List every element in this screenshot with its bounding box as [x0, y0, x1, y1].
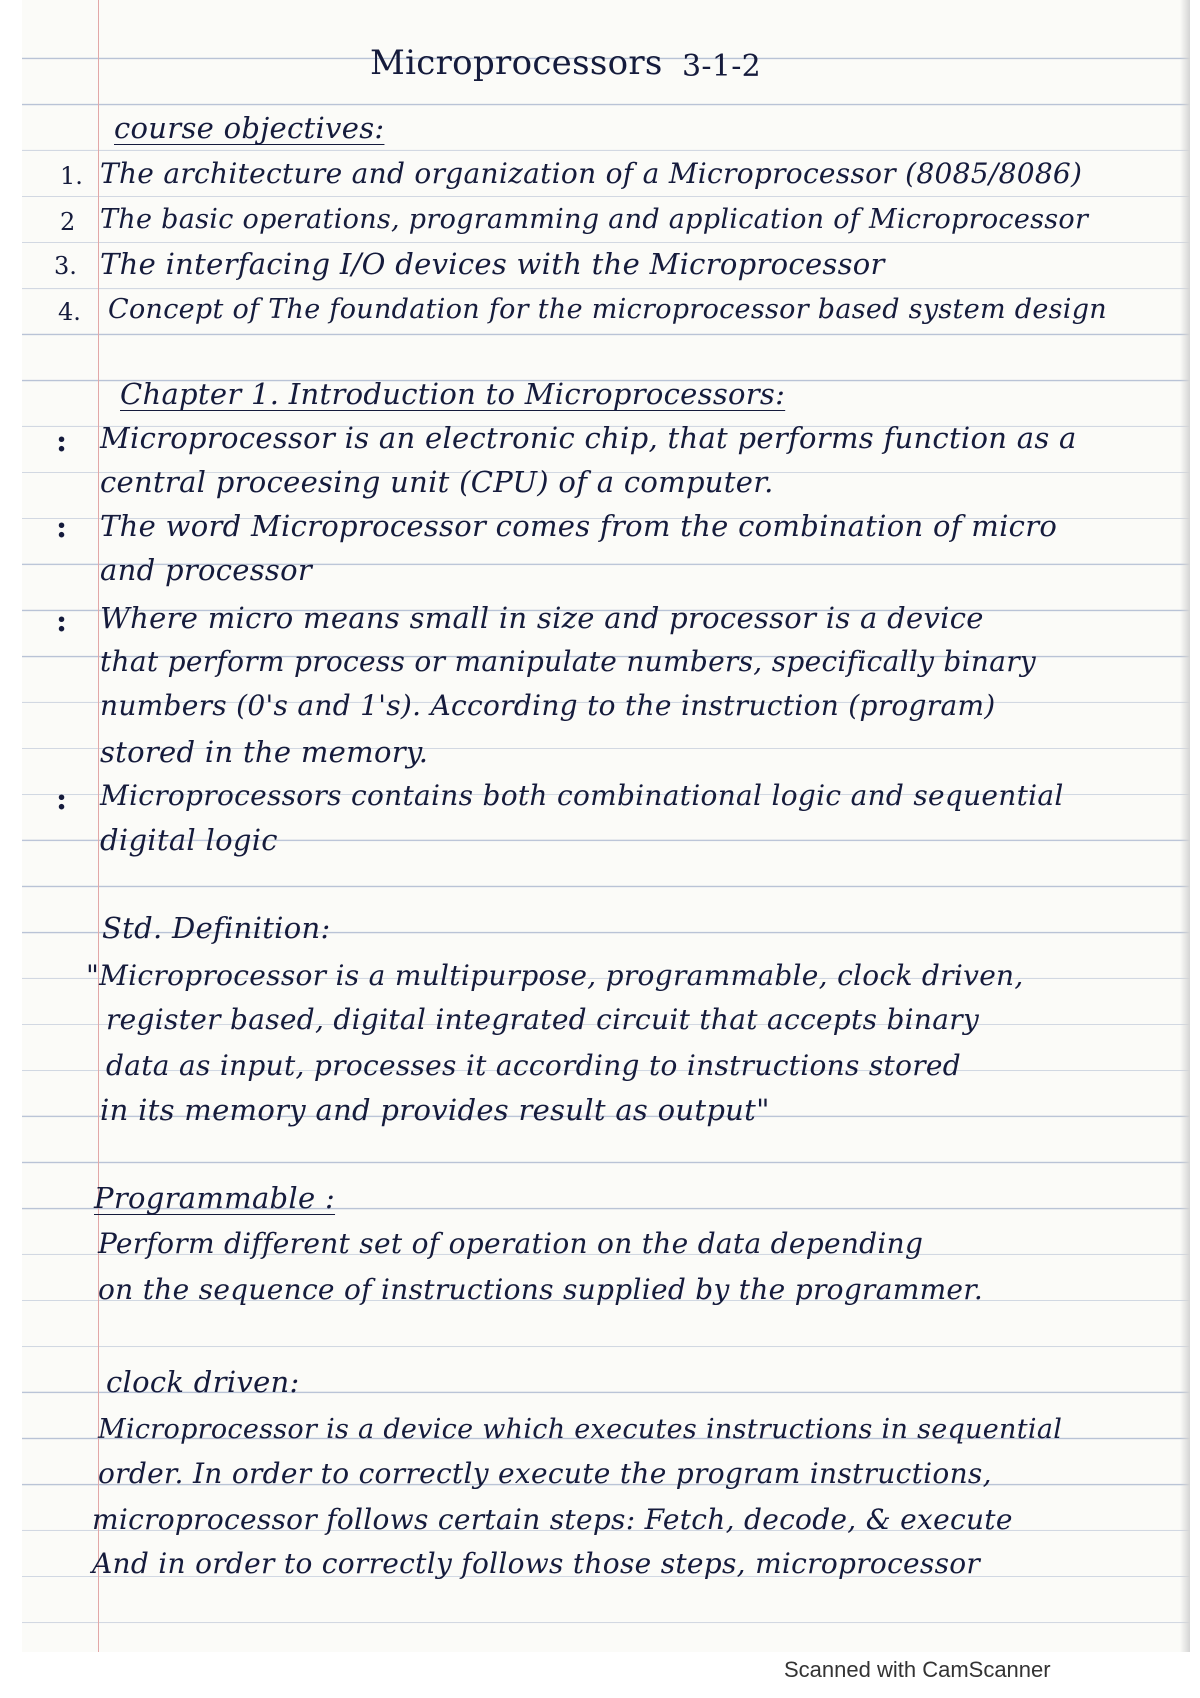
objective-item: The architecture and organization of a Microprocessor (8085/8086)	[100, 157, 1083, 190]
clock-driven-heading: clock driven:	[106, 1365, 300, 1399]
clock-driven-line: microprocessor follows certain steps: Fetch, decode, & execute	[92, 1503, 1013, 1536]
page-edge-shadow	[1180, 0, 1190, 1652]
chapter-text-line: stored in the memory.	[100, 735, 429, 769]
chapter-text-line: central proceesing unit (CPU) of a computer.	[100, 465, 774, 499]
objective-item: The interfacing I/O devices with the Microprocessor	[100, 247, 885, 281]
chapter-text-line: Where micro means small in size and processor is a device	[100, 601, 984, 635]
page-title: Microprocessors	[370, 43, 663, 83]
scanner-watermark: Scanned with CamScanner	[784, 1657, 1051, 1682]
programmable-heading: Programmable :	[94, 1181, 336, 1215]
clock-driven-line: order. In order to correctly execute the program instructions,	[98, 1457, 992, 1490]
definition-line: in its memory and provides result as output"	[100, 1093, 770, 1127]
objective-item: The basic operations, programming and application of Microprocessor	[100, 204, 1089, 235]
std-definition-heading: Std. Definition:	[102, 911, 331, 945]
chapter-text-line: Microprocessor is an electronic chip, that performs function as a	[100, 421, 1077, 455]
subject-code: 3-1-2	[682, 49, 762, 84]
objective-number: 3.	[54, 252, 77, 280]
chapter-text-line: The word Microprocessor comes from the combination of micro	[100, 509, 1058, 543]
chapter-text-line: numbers (0's and 1's). According to the instruction (program)	[100, 689, 996, 722]
bullet-mark: :	[56, 604, 68, 639]
objective-item: Concept of The foundation for the microprocessor based system design	[108, 294, 1107, 325]
bullet-mark: :	[56, 510, 68, 545]
bullet-mark: :	[56, 782, 68, 817]
definition-line: register based, digital integrated circuit that accepts binary	[106, 1003, 980, 1036]
definition-line: "Microprocessor is a multipurpose, programmable, clock driven,	[86, 959, 1024, 992]
clock-driven-line: And in order to correctly follows those steps, microprocessor	[92, 1547, 981, 1580]
notebook-page	[22, 0, 1190, 1652]
objective-number: 1.	[60, 162, 83, 190]
margin-line	[98, 0, 99, 1652]
chapter-text-line: Microprocessors contains both combinational logic and sequential	[100, 779, 1064, 812]
clock-driven-line: Microprocessor is a device which executes instructions in sequential	[98, 1414, 1063, 1445]
course-objectives-heading: course objectives:	[114, 111, 385, 145]
chapter-text-line: and processor	[100, 553, 313, 587]
programmable-line: Perform different set of operation on the data depending	[98, 1227, 924, 1260]
objective-number: 2	[60, 208, 76, 236]
programmable-line: on the sequence of instructions supplied by the programmer.	[98, 1273, 984, 1306]
chapter-heading: Chapter 1. Introduction to Microprocessors:	[120, 377, 786, 411]
definition-line: data as input, processes it according to instructions stored	[106, 1049, 962, 1082]
chapter-text-line: digital logic	[100, 823, 278, 857]
chapter-text-line: that perform process or manipulate numbers, specifically binary	[100, 645, 1037, 678]
objective-number: 4.	[58, 298, 81, 326]
bullet-mark: :	[56, 424, 68, 459]
